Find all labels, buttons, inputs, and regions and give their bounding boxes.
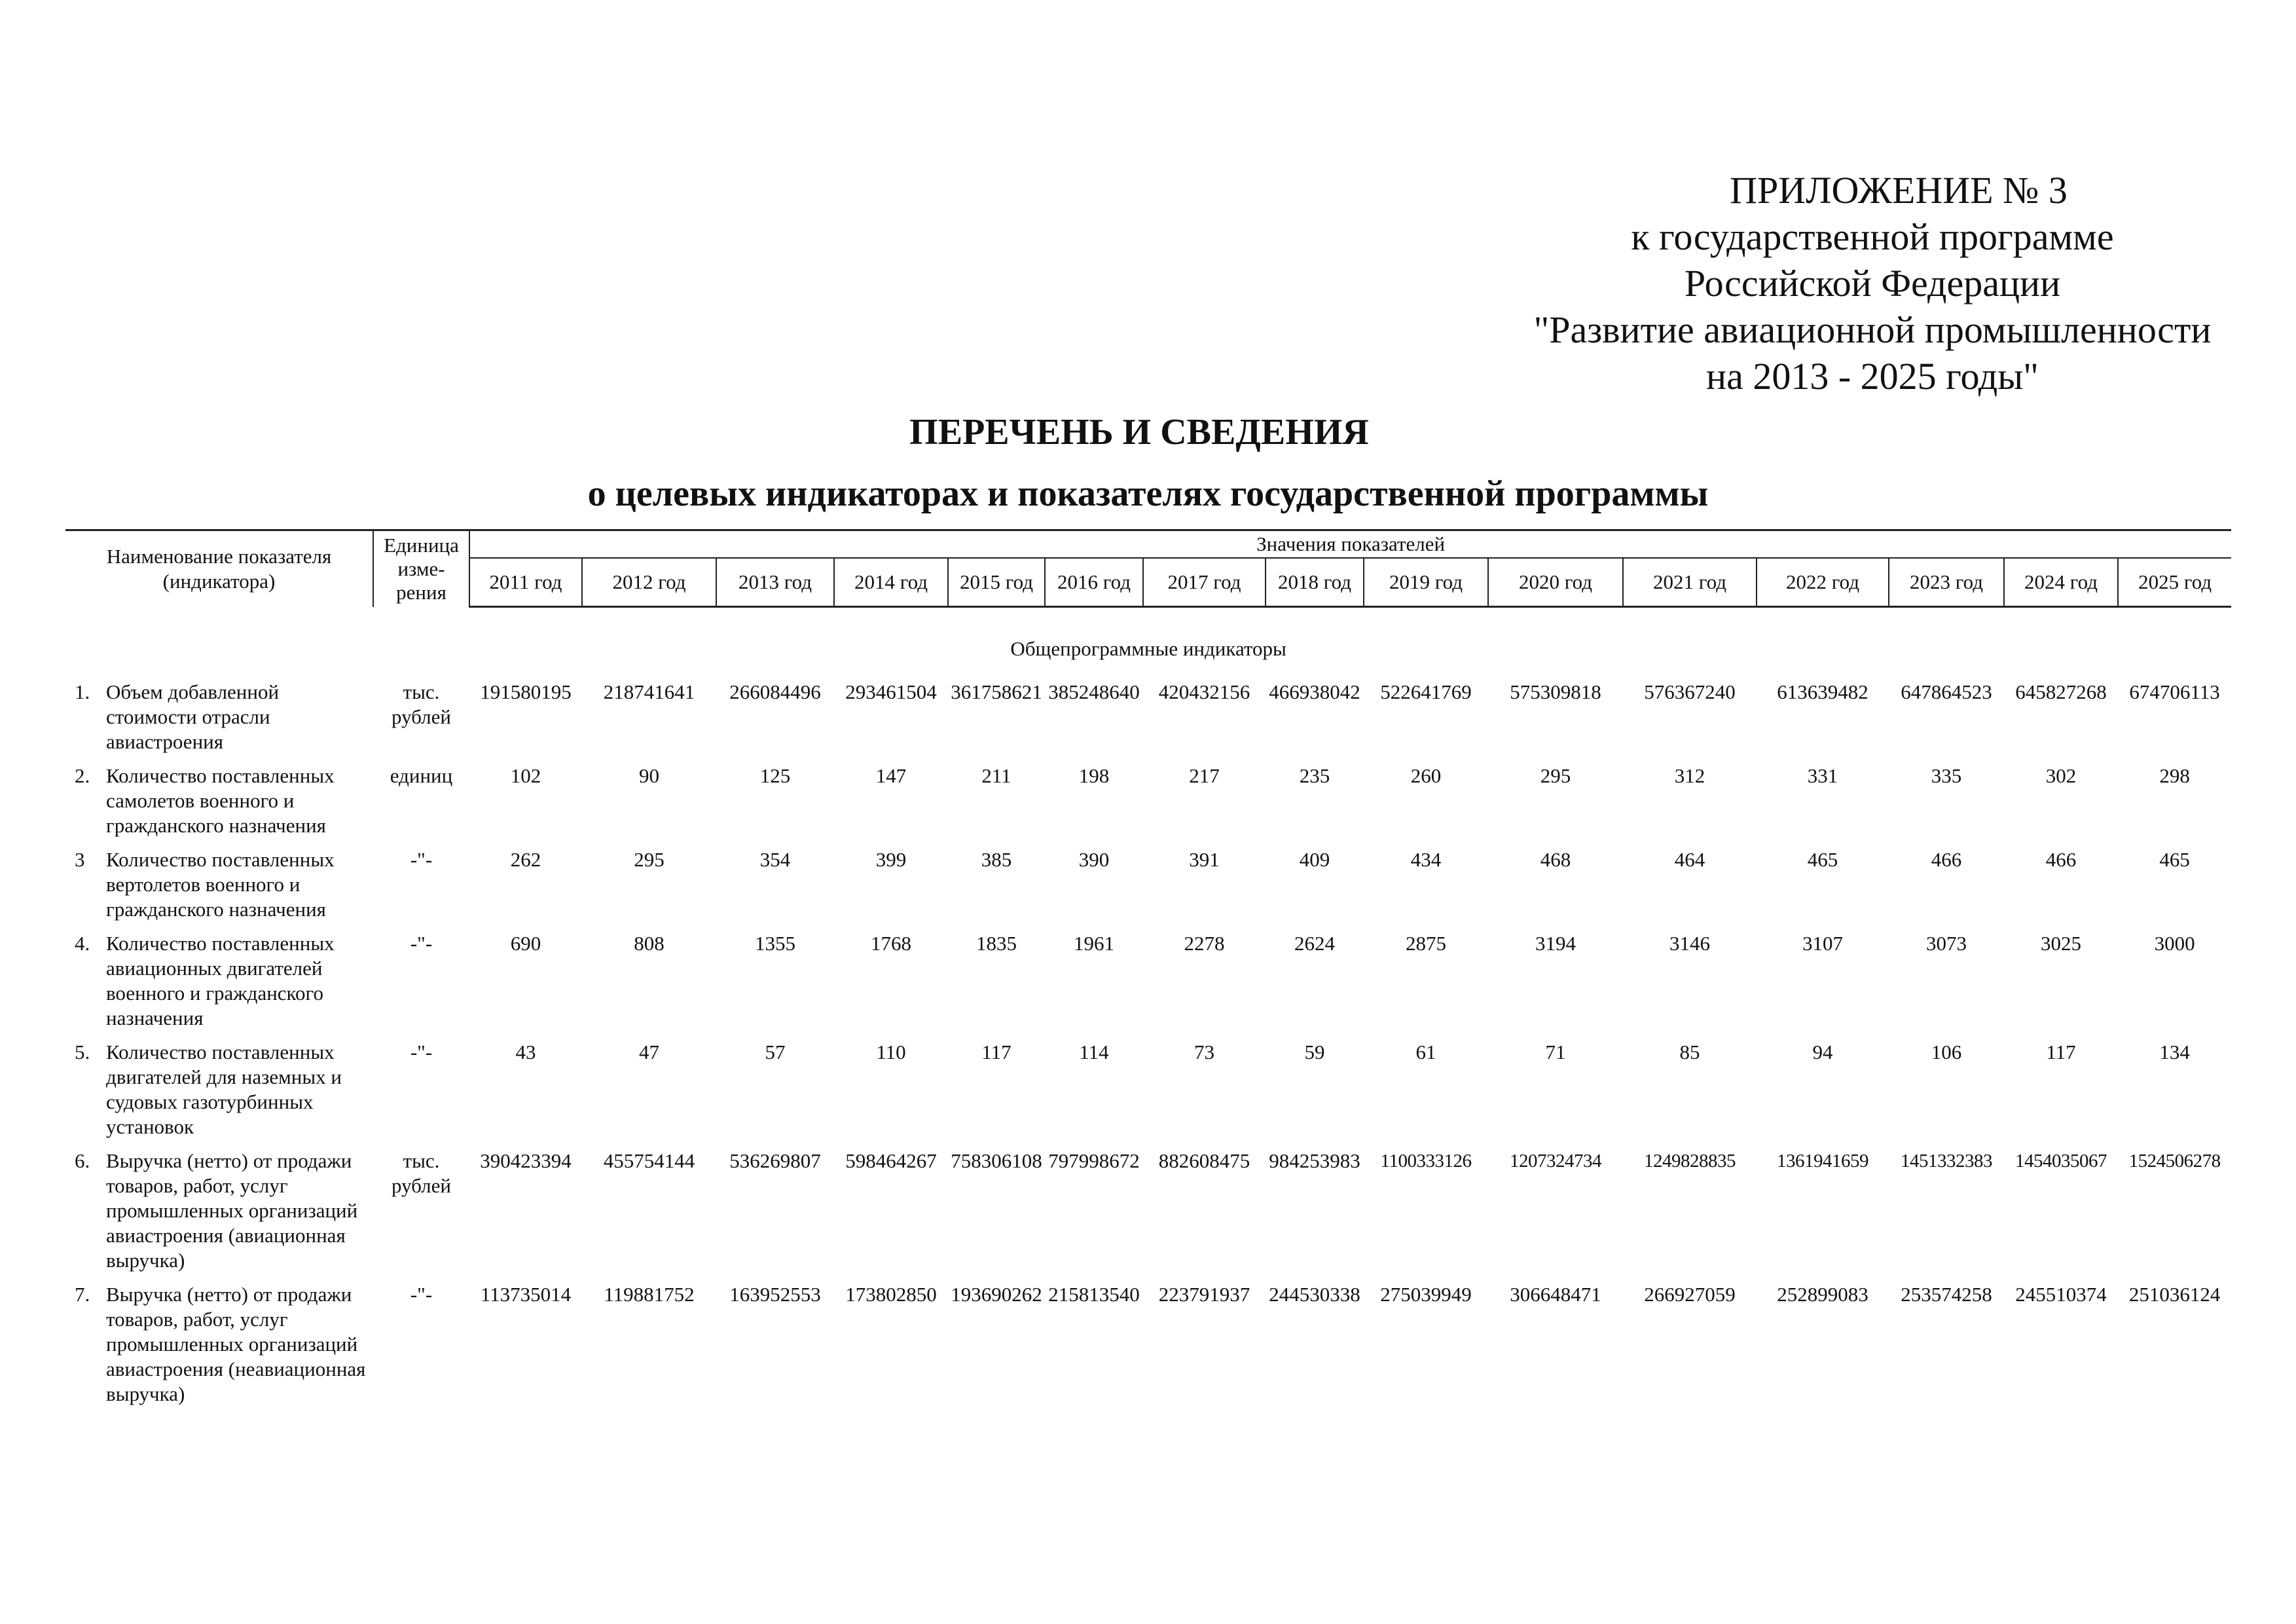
appendix-block bbox=[1499, 167, 2246, 399]
values-header: Значения показателей bbox=[469, 530, 2231, 559]
value-cell: 298 bbox=[2159, 764, 2190, 787]
year-header: 2024 год bbox=[2004, 558, 2118, 607]
value-cell: 984253983 bbox=[1269, 1149, 1360, 1172]
indicator-name-cell bbox=[65, 838, 373, 922]
value-cell: 361758621 bbox=[951, 680, 1042, 703]
value-cell: 252899083 bbox=[1777, 1283, 1868, 1306]
appendix-line-3: "Развитие авиационной промышленности bbox=[1533, 308, 2212, 351]
value-cell: 198 bbox=[1078, 764, 1110, 787]
value-cell: 223791937 bbox=[1158, 1283, 1250, 1306]
table-row bbox=[65, 1031, 2231, 1139]
value-cell: 90 bbox=[639, 764, 659, 787]
value-cell: 61 bbox=[1415, 1041, 1436, 1063]
value-cell: 1524506278 bbox=[2128, 1151, 2221, 1172]
value-cell: 420432156 bbox=[1158, 680, 1250, 703]
value-cell: 466938042 bbox=[1269, 680, 1360, 703]
value-cell: 390423394 bbox=[480, 1149, 572, 1172]
value-cell: 312 bbox=[1674, 764, 1705, 787]
value-cell: 354 bbox=[759, 848, 791, 871]
appendix-line-2: Российской Федерации bbox=[1684, 262, 2061, 304]
indicator-unit: -"- bbox=[410, 932, 433, 955]
indicator-number: 1. bbox=[75, 680, 90, 703]
value-cell: 390 bbox=[1078, 848, 1110, 871]
table-row bbox=[65, 671, 2231, 754]
value-cell: 211 bbox=[981, 764, 1011, 787]
value-cell: 71 bbox=[1545, 1041, 1566, 1063]
year-header: 2017 год bbox=[1143, 558, 1266, 607]
value-cell: 73 bbox=[1194, 1041, 1214, 1063]
year-header: 2023 год bbox=[1889, 558, 2004, 607]
value-cell: 613639482 bbox=[1777, 680, 1868, 703]
value-cell: 59 bbox=[1304, 1041, 1325, 1063]
indicator-number: 5. bbox=[75, 1041, 90, 1063]
value-cell: 465 bbox=[1807, 848, 1838, 871]
value-cell: 2875 bbox=[1406, 932, 1446, 955]
section-title: Общепрограммные индикаторы bbox=[1010, 637, 1286, 660]
value-cell: 302 bbox=[2045, 764, 2077, 787]
value-cell: 434 bbox=[1410, 848, 1442, 871]
value-cell: 106 bbox=[1931, 1041, 1962, 1063]
document-title: ПЕРЕЧЕНЬ И СВЕДЕНИЯ bbox=[909, 412, 1369, 452]
value-cell: 260 bbox=[1410, 764, 1442, 787]
value-cell: 598464267 bbox=[845, 1149, 937, 1172]
value-cell: 409 bbox=[1299, 848, 1330, 871]
year-header: 2019 год bbox=[1364, 558, 1488, 607]
value-cell: 1355 bbox=[755, 932, 795, 955]
value-cell: 245510374 bbox=[2015, 1283, 2107, 1306]
value-cell: 385248640 bbox=[1048, 680, 1140, 703]
indicator-name-cell bbox=[65, 754, 373, 838]
value-cell: 391 bbox=[1189, 848, 1220, 871]
indicator-number: 4. bbox=[75, 932, 90, 955]
value-cell: 57 bbox=[765, 1041, 786, 1063]
value-cell: 147 bbox=[875, 764, 907, 787]
value-cell: 295 bbox=[1540, 764, 1571, 787]
indicator-name: Количество поставленных авиационных двигателей военного и гражданского назначения bbox=[106, 932, 335, 1029]
value-cell: 293461504 bbox=[845, 680, 937, 703]
value-cell: 674706113 bbox=[2129, 680, 2220, 703]
value-cell: 1361941659 bbox=[1777, 1151, 1868, 1172]
indicator-unit: -"- bbox=[410, 1041, 433, 1063]
value-cell: 3000 bbox=[2154, 932, 2195, 955]
value-cell: 3073 bbox=[1926, 932, 1967, 955]
value-cell: 218741641 bbox=[603, 680, 695, 703]
indicators-table bbox=[65, 529, 2231, 1407]
indicator-number: 6. bbox=[75, 1149, 90, 1172]
col-header-unit-line2: изме- bbox=[397, 557, 445, 580]
col-header-name: Наименование показателя (индикатора) bbox=[65, 530, 373, 607]
value-cell: 173802850 bbox=[845, 1283, 937, 1306]
value-cell: 3107 bbox=[1802, 932, 1843, 955]
value-cell: 262 bbox=[510, 848, 541, 871]
value-cell: 134 bbox=[2159, 1041, 2190, 1063]
value-cell: 1207324734 bbox=[1510, 1151, 1601, 1172]
value-cell: 235 bbox=[1299, 764, 1330, 787]
value-cell: 882608475 bbox=[1158, 1149, 1250, 1172]
year-header: 2011 год bbox=[469, 558, 582, 607]
year-header: 2021 год bbox=[1623, 558, 1757, 607]
value-cell: 215813540 bbox=[1048, 1283, 1140, 1306]
value-cell: 1835 bbox=[976, 932, 1017, 955]
indicator-unit: -"- bbox=[410, 848, 433, 871]
value-cell: 465 bbox=[2159, 848, 2190, 871]
value-cell: 119881752 bbox=[604, 1283, 695, 1306]
value-cell: 758306108 bbox=[951, 1149, 1042, 1172]
value-cell: 295 bbox=[634, 848, 665, 871]
value-cell: 125 bbox=[759, 764, 791, 787]
value-cell: 3025 bbox=[2041, 932, 2081, 955]
value-cell: 1249828835 bbox=[1644, 1151, 1736, 1172]
indicator-name-cell bbox=[65, 671, 373, 754]
value-cell: 385 bbox=[981, 848, 1012, 871]
value-cell: 1454035067 bbox=[2015, 1151, 2107, 1172]
value-cell: 266927059 bbox=[1644, 1283, 1736, 1306]
value-cell: 1451332383 bbox=[1901, 1151, 1992, 1172]
value-cell: 102 bbox=[510, 764, 541, 787]
indicator-number: 7. bbox=[75, 1283, 90, 1306]
table-row bbox=[65, 838, 2231, 922]
value-cell: 1961 bbox=[1074, 932, 1114, 955]
indicator-name-cell bbox=[65, 1139, 373, 1273]
value-cell: 47 bbox=[639, 1041, 659, 1063]
year-header: 2014 год bbox=[834, 558, 948, 607]
table-row bbox=[65, 1139, 2231, 1273]
indicator-name: Количество поставленных вертолетов военного и гражданского назначения bbox=[106, 848, 335, 921]
value-cell: 253574258 bbox=[1901, 1283, 1992, 1306]
document-subtitle: о целевых индикаторах и показателях государственной программы bbox=[587, 473, 1709, 514]
value-cell: 399 bbox=[875, 848, 907, 871]
value-cell: 645827268 bbox=[2015, 680, 2107, 703]
value-cell: 193690262 bbox=[951, 1283, 1042, 1306]
value-cell: 647864523 bbox=[1901, 680, 1992, 703]
value-cell: 2624 bbox=[1294, 932, 1335, 955]
value-cell: 110 bbox=[876, 1041, 906, 1063]
indicator-name: Выручка (нетто) от продажи товаров, работ, услуг промышленных организаций авиастроения (авиационная выручка) bbox=[106, 1149, 358, 1272]
value-cell: 43 bbox=[515, 1041, 536, 1063]
indicator-name-cell bbox=[65, 1031, 373, 1139]
indicator-number: 3 bbox=[75, 848, 85, 871]
value-cell: 3146 bbox=[1669, 932, 1710, 955]
value-cell: 808 bbox=[634, 932, 665, 955]
value-cell: 117 bbox=[981, 1041, 1011, 1063]
indicator-name: Количество поставленных самолетов военного и гражданского назначения bbox=[106, 764, 335, 837]
value-cell: 455754144 bbox=[603, 1149, 695, 1172]
value-cell: 466 bbox=[1931, 848, 1962, 871]
value-cell: 690 bbox=[510, 932, 541, 955]
indicator-number: 2. bbox=[75, 764, 90, 787]
indicator-name-cell bbox=[65, 1273, 373, 1407]
value-cell: 266084496 bbox=[729, 680, 821, 703]
value-cell: 94 bbox=[1812, 1041, 1833, 1063]
table-row bbox=[65, 754, 2231, 838]
value-cell: 331 bbox=[1807, 764, 1838, 787]
value-cell: 575309818 bbox=[1510, 680, 1601, 703]
value-cell: 85 bbox=[1679, 1041, 1700, 1063]
value-cell: 335 bbox=[1931, 764, 1962, 787]
value-cell: 1100333126 bbox=[1380, 1151, 1472, 1172]
year-header: 2022 год bbox=[1757, 558, 1889, 607]
indicator-unit: единиц bbox=[390, 764, 453, 787]
col-header-unit-line1: Единица bbox=[384, 533, 459, 557]
value-cell: 522641769 bbox=[1380, 680, 1472, 703]
value-cell: 117 bbox=[2046, 1041, 2076, 1063]
year-header: 2018 год bbox=[1266, 558, 1364, 607]
value-cell: 576367240 bbox=[1644, 680, 1736, 703]
value-cell: 163952553 bbox=[729, 1283, 821, 1306]
year-header: 2025 год bbox=[2118, 558, 2231, 607]
indicator-name: Выручка (нетто) от продажи товаров, работ, услуг промышленных организаций авиастроения (неавиационная выручка) bbox=[106, 1283, 366, 1405]
indicator-unit: тыс. рублей bbox=[391, 1149, 451, 1197]
year-header: 2012 год bbox=[582, 558, 716, 607]
value-cell: 275039949 bbox=[1380, 1283, 1472, 1306]
col-header-unit bbox=[373, 530, 469, 607]
value-cell: 1768 bbox=[871, 932, 911, 955]
indicator-unit: тыс. рублей bbox=[391, 680, 451, 728]
value-cell: 113735014 bbox=[480, 1283, 572, 1306]
value-cell: 464 bbox=[1674, 848, 1705, 871]
value-cell: 251036124 bbox=[2128, 1283, 2221, 1306]
value-cell: 114 bbox=[1079, 1041, 1109, 1063]
table-row bbox=[65, 1273, 2231, 1407]
value-cell: 466 bbox=[2045, 848, 2077, 871]
value-cell: 217 bbox=[1189, 764, 1220, 787]
value-cell: 468 bbox=[1540, 848, 1571, 871]
year-header: 2015 год bbox=[948, 558, 1045, 607]
indicator-unit: -"- bbox=[410, 1283, 433, 1306]
value-cell: 797998672 bbox=[1048, 1149, 1140, 1172]
value-cell: 3194 bbox=[1535, 932, 1576, 955]
value-cell: 191580195 bbox=[480, 680, 572, 703]
year-header: 2016 год bbox=[1045, 558, 1143, 607]
value-cell: 244530338 bbox=[1269, 1283, 1360, 1306]
year-header: 2013 год bbox=[716, 558, 834, 607]
appendix-line-4: на 2013 - 2025 годы" bbox=[1706, 355, 2039, 397]
value-cell: 306648471 bbox=[1510, 1283, 1601, 1306]
appendix-line-1: к государственной программе bbox=[1631, 215, 2114, 258]
col-header-unit-line3: рения bbox=[396, 580, 446, 604]
indicator-name: Объем добавленной стоимости отрасли авиастроения bbox=[106, 680, 280, 753]
value-cell: 536269807 bbox=[729, 1149, 821, 1172]
indicator-name: Количество поставленных двигателей для наземных и судовых газотурбинных установок bbox=[106, 1041, 342, 1138]
value-cell: 2278 bbox=[1184, 932, 1225, 955]
year-header: 2020 год bbox=[1488, 558, 1623, 607]
table-row bbox=[65, 922, 2231, 1031]
appendix-title: ПРИЛОЖЕНИЕ № 3 bbox=[1730, 169, 2068, 212]
indicator-name-cell bbox=[65, 922, 373, 1031]
